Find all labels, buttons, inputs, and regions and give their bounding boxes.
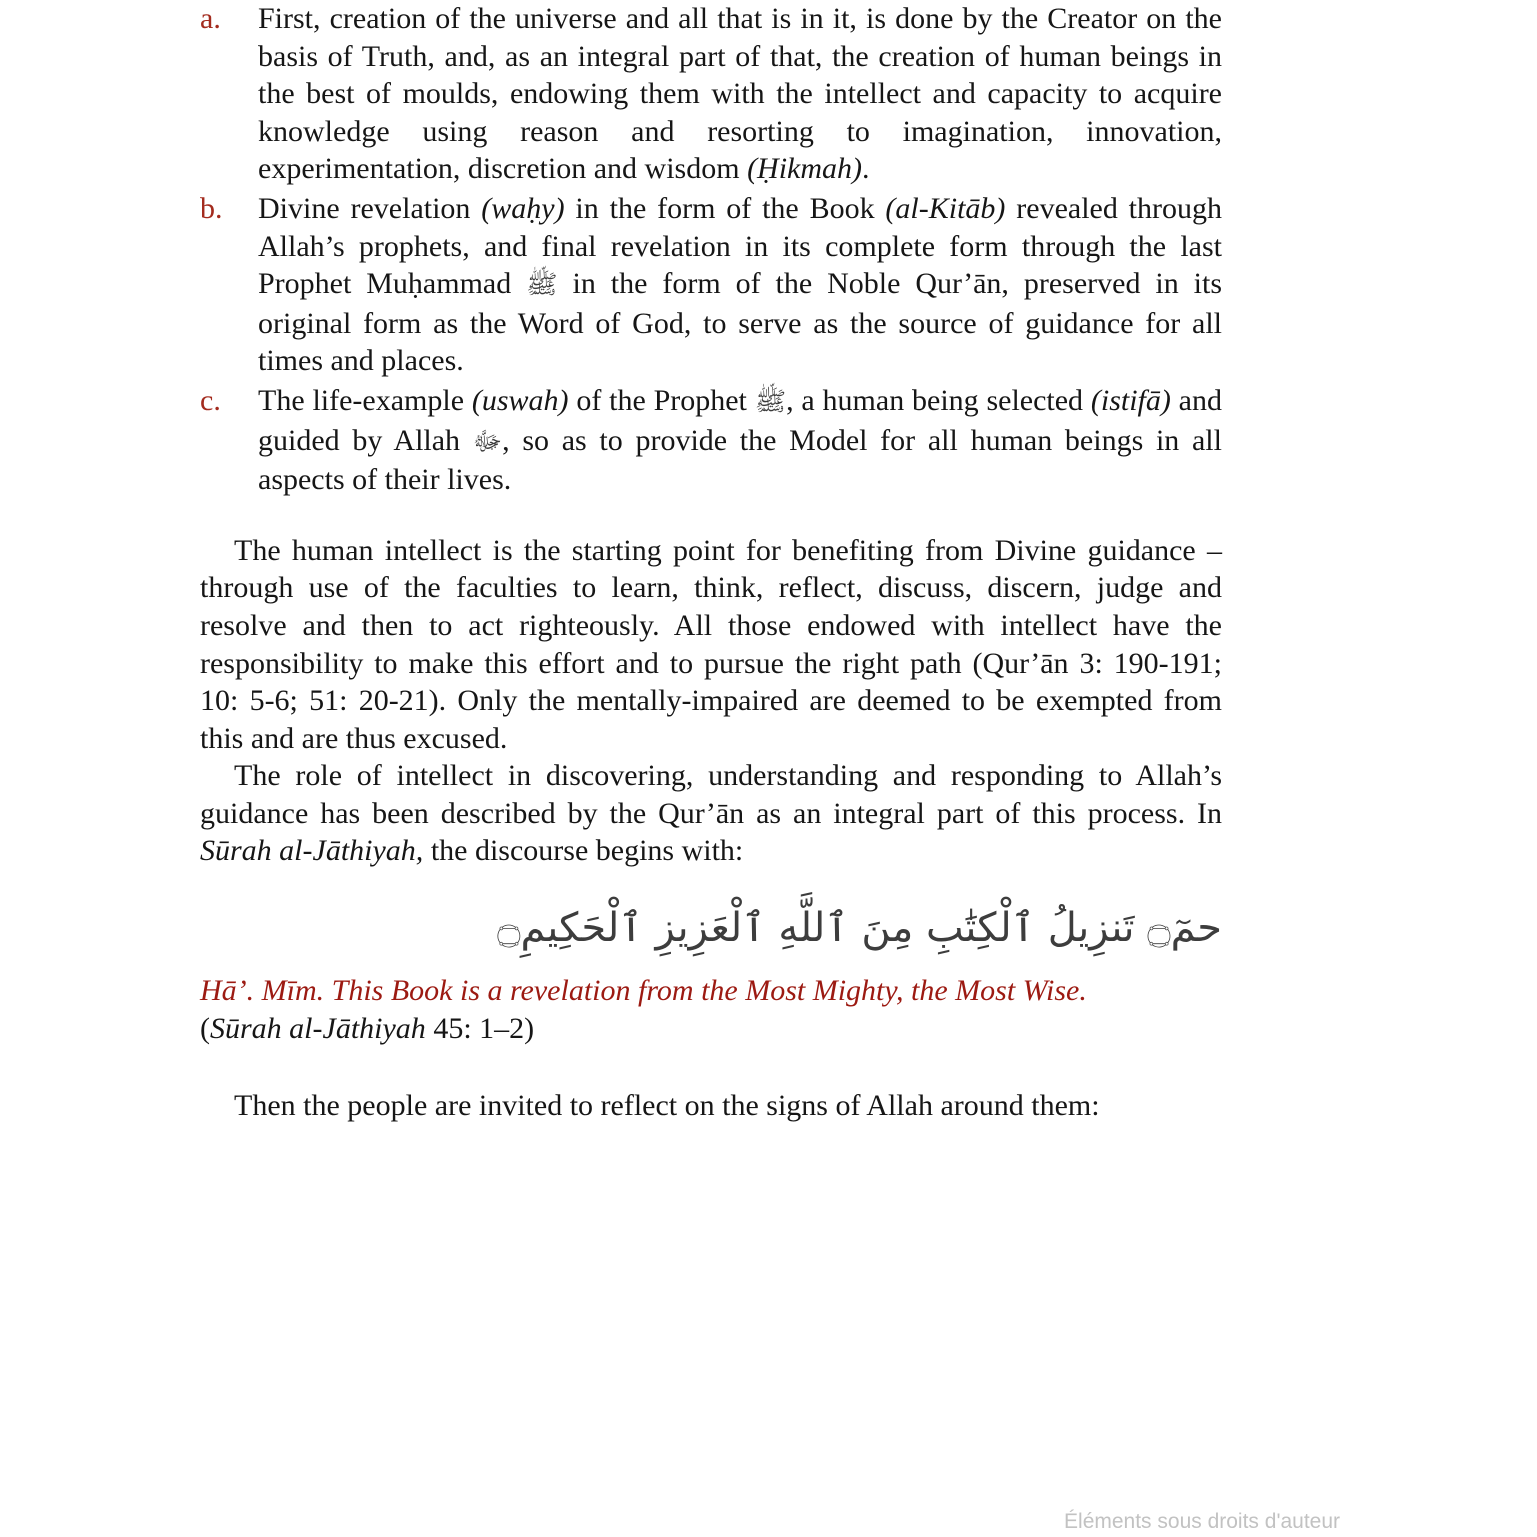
list-item-c-text: The life-example (uswah) of the Prophet ﷺ, a human being selected (istifā) and guided by Allah ﷻ, so as to provide the Model for all human beings in all aspects of their lives. [258, 383, 1222, 497]
list-marker-b: b. [200, 191, 223, 225]
text-block [200, 0, 1222, 1125]
list-item-a [200, 0, 1222, 188]
list-item-c [200, 382, 1222, 499]
paragraph-human-intellect: The human intellect is the starting point for benefiting from Divine guidance – through use of the faculties to learn, think, reflect, discuss, discern, judge and resolve and then to act righteously. All those endowed with intellect have the responsibility to make this effort and to pursue the right path (Qur’ān 3: 190-191; 10: 5-6; 51: 20-21). Only the mentally-impaired are deemed to be exempted from this and are thus excused. [200, 533, 1222, 755]
verse-citation: (Sūrah al-Jāthiyah 45: 1–2) [200, 1011, 535, 1045]
quran-verse-arabic: حمٓ۝ تَنزِيلُ ٱلْكِتَٰبِ مِنَ ٱللَّهِ ٱلْعَزِيزِ ٱلْحَكِيمِ۝ [497, 905, 1222, 952]
copyright-notice: Éléments sous droits d'auteur [1064, 1510, 1340, 1533]
paragraph-invitation: Then the people are invited to reflect on the signs of Allah around them: [234, 1089, 1100, 1123]
list-marker-a: a. [200, 2, 221, 35]
list-item-a-text: First, creation of the universe and all that is in it, is done by the Creator on the basis of Truth, and, as an integral part of that, the creation of human beings in the best of moulds, endowing them with the intellect and capacity to acquire knowledge using reason and resorting to imagination, innovation, experimentation, discretion and wisdom (Ḥikmah). [258, 2, 1222, 186]
list-item-b [200, 190, 1223, 380]
verse-translation: Hā’. Mīm. This Book is a revelation from the Most Mighty, the Most Wise. [200, 974, 1087, 1008]
list-item-b-text: Divine revelation (waḥy) in the form of the Book (al-Kitāb) revealed through Allah’s prophets, and final revelation in its complete form through the last Prophet Muḥammad ﷺ in the form of the Noble Qur’ān, preserved in its original form as the Word of God, to serve as the source of guidance for all times and places. [258, 191, 1223, 378]
list-marker-c: c. [200, 383, 221, 417]
paragraph-role-of-intellect: The role of intellect in discovering, understanding and responding to Allah’s guidance has been described by the Qur’ān as an integral part of this process. In Sūrah al-Jāthiyah, the discourse begins with: [200, 759, 1222, 868]
